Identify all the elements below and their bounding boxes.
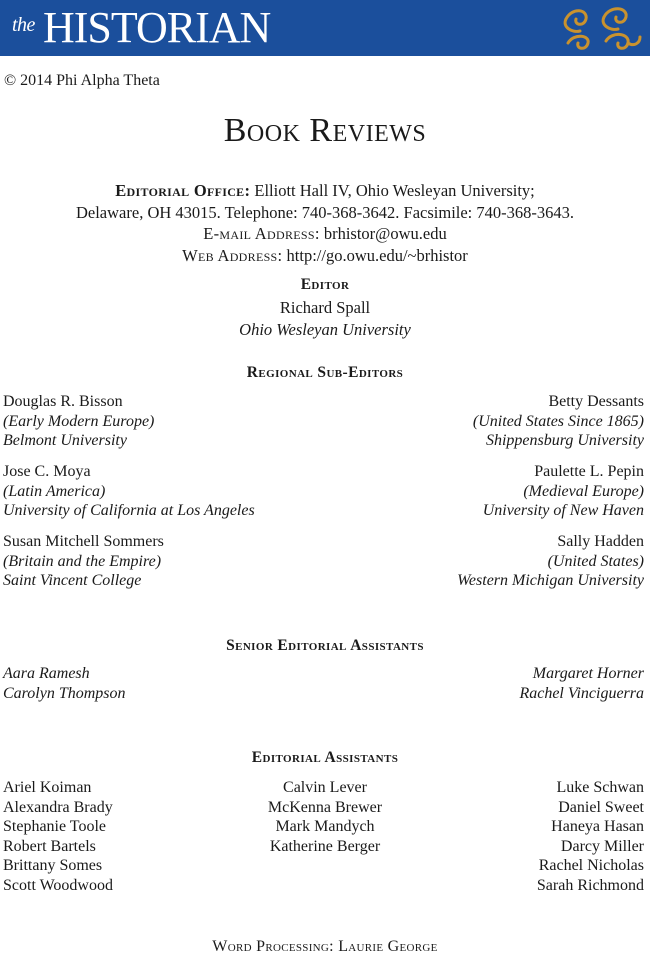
office-label: Editorial Office: <box>115 181 251 200</box>
banner-title: HISTORIAN <box>43 3 271 52</box>
office-contact: Delaware, OH 43015. Telephone: 740-368-3642. Facsimile: 740-368-3643. <box>75 202 575 222</box>
assistant-name: Brittany Somes <box>3 857 103 874</box>
regional-field: (Medieval Europe) <box>523 482 644 500</box>
assistant-name: Katherine Berger <box>269 837 381 855</box>
regional-name: Sally Hadden <box>557 533 644 550</box>
regional-field: (United States Since 1865) <box>472 412 644 430</box>
senior-assistant: Margaret Horner <box>532 665 644 682</box>
regional-left-1 <box>3 392 154 451</box>
regional-school: University of California at Los Angeles <box>3 502 255 519</box>
senior-assistant: Rachel Vinciguerra <box>519 684 644 702</box>
assistant-name: Haneya Hasan <box>551 818 644 835</box>
assistant-name: Scott Woodwood <box>3 876 113 894</box>
web-label: Web Address: <box>182 245 283 265</box>
editorial-office-block <box>0 180 650 266</box>
senior-heading: Senior Editorial Assistants <box>226 637 424 654</box>
page-title: Book Reviews <box>223 112 427 149</box>
assistants-right <box>537 778 644 895</box>
regional-school: Belmont University <box>3 432 127 449</box>
regional-heading: Regional Sub-Editors <box>246 364 404 381</box>
swirl-ornament-icon <box>558 3 646 55</box>
regional-school: Western Michigan University <box>457 572 644 589</box>
assistant-name: Stephanie Toole <box>3 818 107 835</box>
assistant-name: Rachel Nicholas <box>538 857 644 874</box>
regional-field: (Latin America) <box>3 482 106 500</box>
editor-heading: Editor <box>300 276 350 293</box>
regional-left-3 <box>3 532 164 591</box>
assistant-name: Daniel Sweet <box>558 798 644 816</box>
editor-name: Richard Spall <box>279 298 371 317</box>
assistant-name: Sarah Richmond <box>536 876 644 894</box>
regional-name: Betty Dessants <box>548 393 644 410</box>
regional-name: Douglas R. Bisson <box>3 393 123 410</box>
assistant-name: McKenna Brewer <box>267 798 383 816</box>
assistant-name: Ariel Koiman <box>3 779 92 796</box>
assistant-name: Luke Schwan <box>556 779 644 796</box>
regional-school: Shippensburg University <box>485 432 644 449</box>
regional-right-1 <box>473 392 644 451</box>
journal-banner <box>0 0 650 56</box>
regional-name: Susan Mitchell Sommers <box>3 533 164 550</box>
senior-assistant: Aara Ramesh <box>3 665 90 682</box>
editor-block <box>0 297 650 340</box>
regional-name: Paulette L. Pepin <box>534 463 644 480</box>
regional-field: (Britain and the Empire) <box>3 552 162 570</box>
regional-left-2 <box>3 462 255 521</box>
web-address[interactable]: http://go.owu.edu/~brhistor <box>282 245 468 265</box>
regional-field: (United States) <box>547 552 644 570</box>
senior-right <box>519 664 644 703</box>
word-processing-credit: Word Processing: Laurie George <box>212 938 438 955</box>
assistant-name: Darcy Miller <box>560 837 644 855</box>
email-label: E-mail Address: <box>203 224 320 243</box>
assistants-heading: Editorial Assistants <box>251 749 399 766</box>
regional-right-3 <box>457 532 644 591</box>
copyright: © 2014 Phi Alpha Theta <box>4 72 160 89</box>
regional-name: Jose C. Moya <box>3 463 91 480</box>
regional-school: Saint Vincent College <box>3 572 142 589</box>
banner-the: the <box>12 14 35 36</box>
senior-left <box>3 664 126 703</box>
assistant-name: Robert Bartels <box>3 837 96 855</box>
office-address: Elliott Hall IV, Ohio Wesleyan University; <box>250 181 535 200</box>
regional-school: University of New Haven <box>482 502 644 519</box>
regional-field: (Early Modern Europe) <box>3 412 155 430</box>
regional-right-2 <box>483 462 644 521</box>
assistant-name: Mark Mandych <box>275 818 375 835</box>
editor-affiliation: Ohio Wesleyan University <box>239 319 411 339</box>
assistant-name: Alexandra Brady <box>3 798 113 816</box>
senior-assistant: Carolyn Thompson <box>3 684 126 702</box>
email-address[interactable]: brhistor@owu.edu <box>319 224 447 243</box>
assistant-name: Calvin Lever <box>283 779 367 796</box>
